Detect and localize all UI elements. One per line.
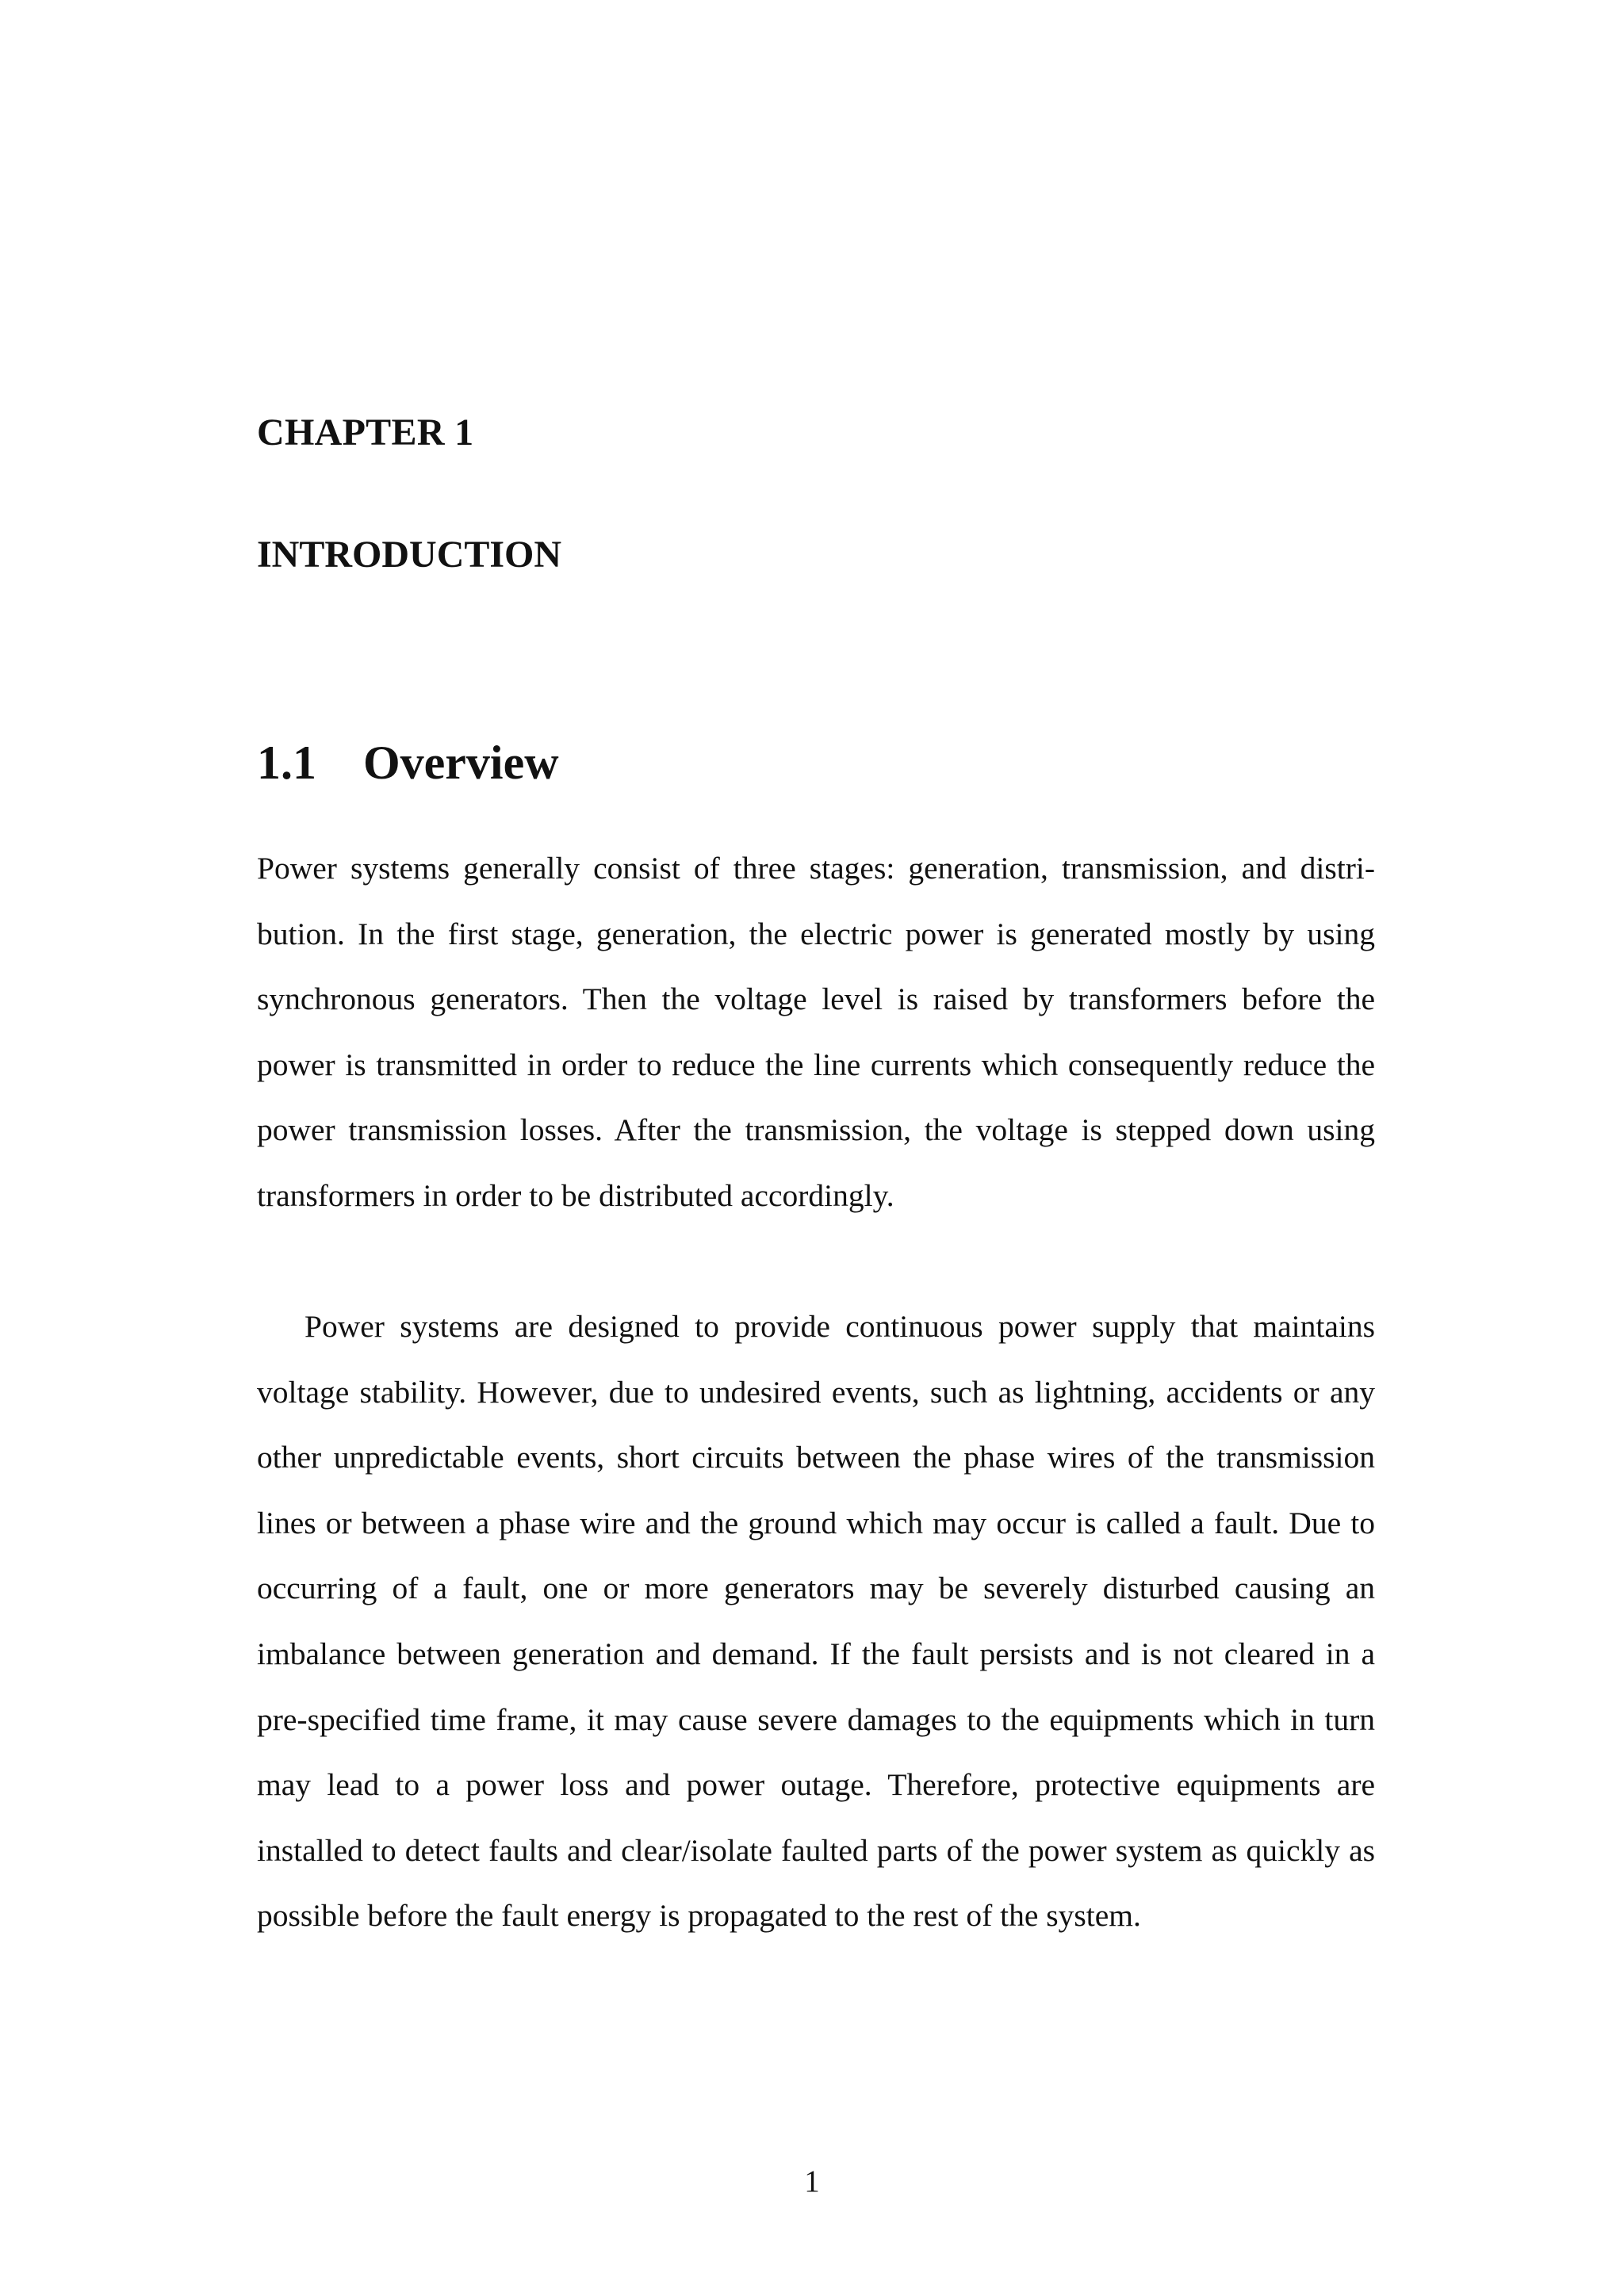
section-heading xyxy=(257,731,559,794)
chapter-title: INTRODUCTION xyxy=(257,534,562,576)
section-number: 1.1 xyxy=(257,737,316,789)
body-paragraph: Power systems are designed to provide continuous power supply that maintains voltage stability. However, due to undesired events, such as lightning, accidents or any other unpredictable events, short circuits between the phase wires of the transmission lines or between a phase wire and the ground which may occur is called a fault. Due to occurring of a fault, one or more generators may be severely disturbed causing an imbalance between generation and demand. If the fault persists and is not cleared in a pre-specified time frame, it may cause severe damages to the equipments which in turn may lead to a power loss and power outage. Therefore, protective equipments are installed to detect faults and clear/isolate faulted parts of the power system as quickly as possible before the fault energy is propagated to the rest of the system. xyxy=(257,1309,1375,1934)
section-title: Overview xyxy=(363,737,559,789)
chapter-label: CHAPTER 1 xyxy=(257,411,474,453)
page-number: 1 xyxy=(804,2164,820,2198)
body-paragraph: Power systems generally consist of three stages: generation, transmission, and distribution. In the first stage, generation, the electric power is generated mostly by using synchronous generators. Then the voltage level is raised by transformers before the power is transmitted in order to reduce the line currents which consequently reduce the power transmission losses. After the transmission, the voltage is stepped down using transformers in order to be distributed accordingly. xyxy=(257,851,1375,1213)
